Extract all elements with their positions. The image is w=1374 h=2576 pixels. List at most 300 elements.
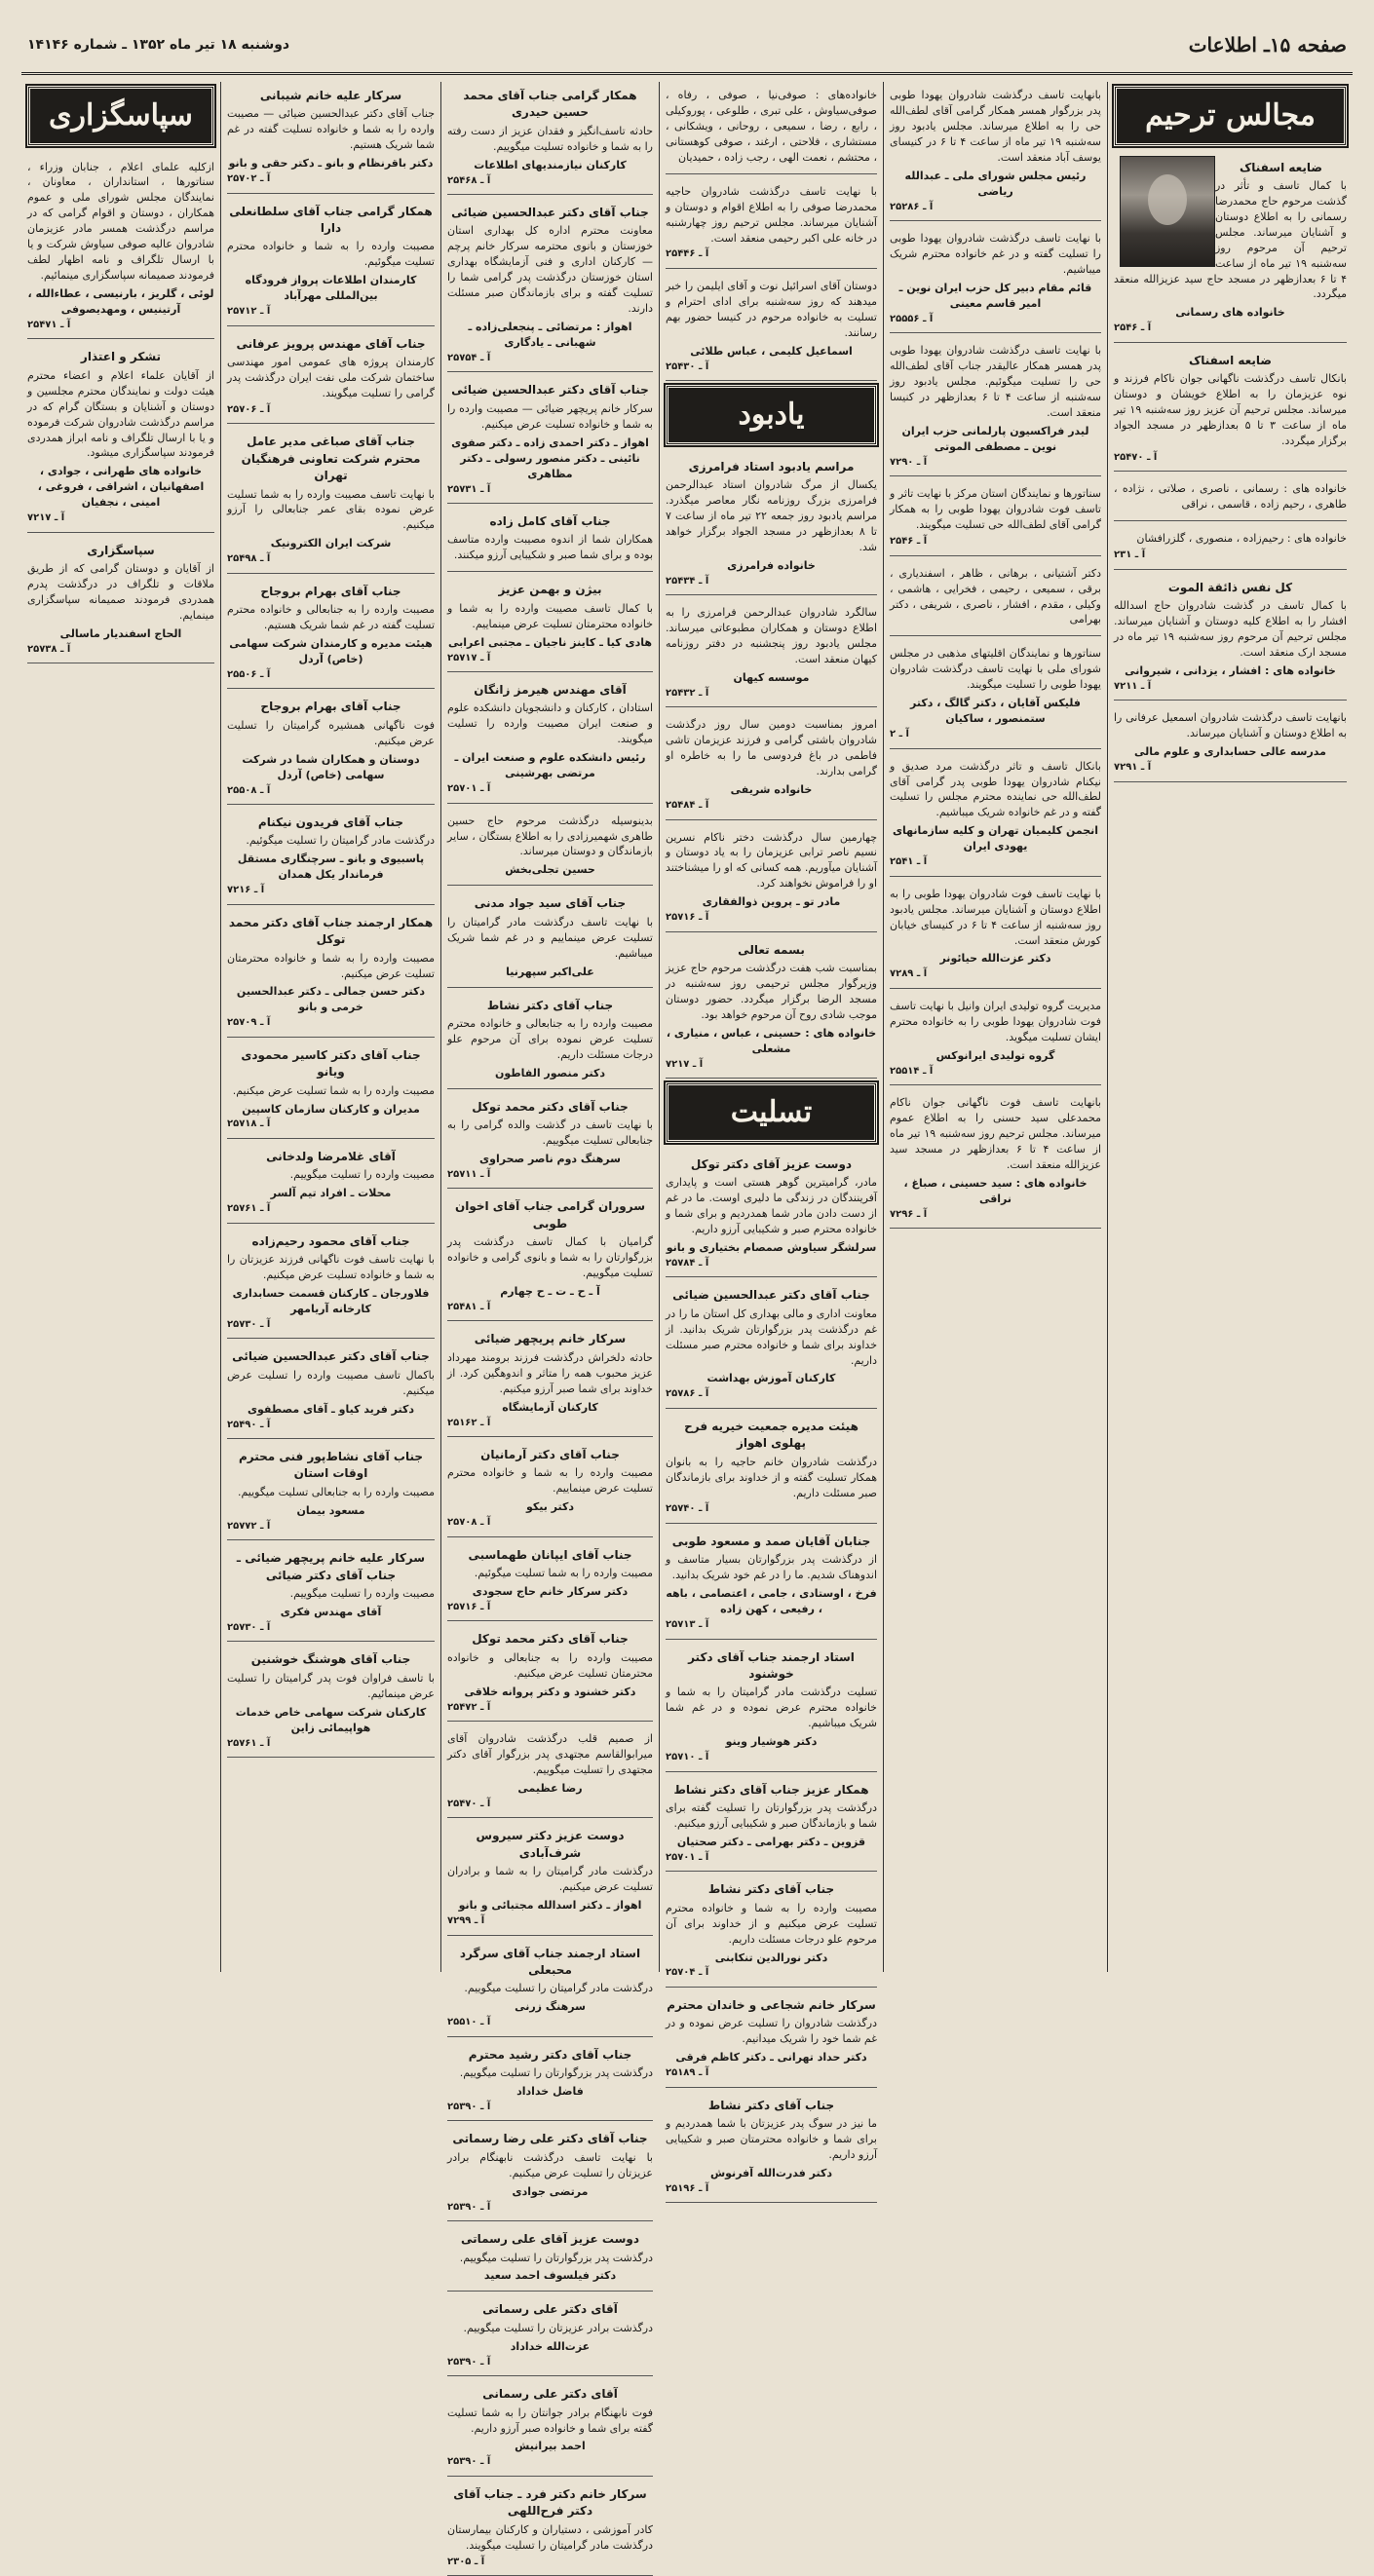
notice-body: بانهایت تاسف فوت ناگهانی جوان ناکام محمدعلی سید حسنی را به اطلاع عموم میرساند. مجلس ترحیم روز سه‌شنبه ۱۹ تیر ماه از ساعت ۴ تا ۶ بعدازظهر در مسجد سید عزیزالله منعقد است.: [890, 1096, 1102, 1171]
column-6-notices: [27, 154, 214, 664]
notice-signature: فرخ ، اوستادی ، جامی ، اعتصامی ، باهه ، رفیعی ، کهن زاده: [666, 1587, 877, 1616]
notice: [666, 1413, 877, 1524]
notice: [447, 576, 653, 672]
notice-signature: عزت‌الله خداداد: [510, 2339, 591, 2353]
notice-title: تشکر و اعتذار: [80, 350, 162, 364]
notice-signature: خانواده های رسمانی: [1175, 306, 1285, 320]
notice: [447, 2225, 653, 2292]
notice-title: کل نفس ذائقة الموت: [1167, 580, 1293, 594]
notice-body: با نهایت تاسف درگذشت مادر گرامیتان را تسلیت عرض مینماییم و در غم شما شریک میباشیم.: [447, 915, 653, 960]
notice: [666, 2092, 877, 2204]
notice-code: آ ـ ۲۵۷۷۲: [227, 1520, 271, 1532]
notice-code: آ ـ ۲۵۱۹۶: [666, 2182, 709, 2194]
notice-title: سرکار علیه خانم پریچهر ضیائی ـ جناب آقای دکتر ضیائی: [236, 1551, 426, 1582]
notice-signature: رضا عظیمی: [517, 1782, 583, 1795]
notice-code: آ ـ ۲۵۴۱: [890, 856, 928, 868]
notice: [1114, 347, 1347, 473]
notice-signature: علی‌اکبر سپهرنیا: [506, 965, 594, 978]
notice-code: آ ـ ۲۵۵۰۸: [227, 784, 271, 796]
notice-signature: فاضل خداداد: [516, 2085, 584, 2099]
column-1: [1107, 82, 1353, 1972]
notice: [447, 1541, 653, 1622]
notice-title: جناب آقای دکتر آرمانیان: [480, 1448, 620, 1462]
notice: [227, 1228, 435, 1340]
notice-signature: دکتر نورالدین تنکابنی: [714, 1951, 828, 1964]
notice-body: استادان ، کارکنان و دانشجویان دانشکده علوم و صنعت ایران مصیبت وارده را تسلیت میگویند.: [447, 701, 653, 746]
notice-signature: دکتر حسن جمالی ـ دکتر عبدالحسین خرمی و بانو: [236, 985, 426, 1014]
notice-title: جناب آقای ایپانان طهماسبی: [468, 1547, 632, 1562]
notice-code: آ ـ ۲۵۷۰۲: [227, 173, 271, 185]
notice: [890, 82, 1101, 221]
notice-code: آ ـ ۲۵۷۳۰: [227, 1621, 271, 1633]
notice-title: جناب آقای دکتر عبدالحسین ضیائی: [672, 1288, 870, 1303]
notice: [447, 890, 653, 987]
notice-body: بانهایت تاسف درگذشت شادروان یهودا طوبی پدر بزرگوار همسر همکار گرامی آقای لطف‌الله حی را به اطلاع میرساند. مجلس یادبود روز سه‌شنبه ۱۹ تیر ماه از ساعت ۴ تا ۶ در کنیسای یوسف آباد منعقد است.: [890, 89, 1102, 164]
notice-body: مصیبت وارده را به شما و خانواده محترم تسلیت عرض میکنیم و از خداوند برای آن مرحوم علو درجات مسئلت داریم.: [666, 1901, 877, 1946]
notice-code: آ ـ ۲۵۴۶: [1114, 322, 1152, 334]
notice-signature: مرتضی جوادی: [512, 2184, 589, 2198]
notice-body: با نهایت تاسف مصیبت وارده را به شما تسلیت عرض نموده بقای عمر جنابعالی را آرزو میکنیم.: [227, 487, 435, 532]
notice-code: آ ـ ۲۵۴۷۱: [27, 319, 71, 330]
notice-signature: دوستان و همکاران شما در شرکت سهامی (خاص) آردل: [242, 752, 420, 781]
notice-title: جناب آقای بهرام بروجاح: [260, 584, 401, 598]
notice-signature: احمد بیرانیش: [515, 2440, 586, 2453]
notice-title: جناب آقای محمود رحیم‌زاده: [251, 1233, 410, 1248]
notice: [890, 480, 1101, 555]
notice: [227, 1042, 435, 1139]
notice: [227, 578, 435, 690]
notice-signature: کارکنان آزمایشگاه: [502, 1400, 598, 1414]
notice-signature: سرهنگ دوم ناصر صحراوی: [479, 1152, 621, 1165]
notice-signature: قزوین ـ دکتر بهرامی ـ دکتر صحتیان: [676, 1835, 866, 1848]
notice: [890, 337, 1101, 476]
notice-title: هیئت مدیره جمعیت خیریه فرح پهلوی اهواز: [684, 1419, 859, 1451]
notice-body: دکتر آشتیانی ، برهانی ، ظاهر ، اسفندیاری ، برقی ، سمیعی ، رحیمی ، فخرایی ، هاشمی ، وکیلی ، مقدم ، افشار ، ناصری ، شریفی ، دکتر بهرامی: [890, 566, 1101, 626]
notice: [447, 1193, 653, 1321]
notice-body: خانواده های : رحیم‌زاده ، منصوری ، گلزرافشان: [1136, 532, 1347, 546]
notice-signature: مسعود بیمان: [296, 1503, 365, 1517]
notice: [666, 1528, 877, 1640]
notice-title: جناب آقای دکتر عبدالحسین ضیائی: [451, 206, 649, 220]
notice-signature: مدرسه عالی حسابداری و علوم مالی: [1134, 745, 1326, 759]
notice-title: سرکار خانم شجاعی و خاندان محترم: [667, 1997, 876, 2012]
notice-code: آ ـ ۲۳۰۵: [447, 2556, 485, 2567]
notice-code: آ ـ ۲۵۷۰۱: [666, 1851, 709, 1863]
notice-body: مصیبت وارده را به شما و خانواده محترمتان تسلیت عرض میکنیم.: [227, 951, 435, 980]
notice: [447, 2125, 653, 2221]
notice-code: آ ـ ۲۵۵۱۴: [890, 1065, 934, 1077]
notice-code: آ ـ ۲۵۷۱۶: [447, 1601, 491, 1612]
notice-body: حادثه دلخراش درگذشت فرزند برومند مهرداد عزیز محبوب همه را متاثر و اندوهگین کرد. از خداوند برای شما صبر آرزو میکنیم.: [447, 1350, 653, 1395]
notice-body: از درگذشت پدر بزرگوارتان بسیار متاسف و اندوهناک شدیم. ما را در غم خود شریک بدانید.: [666, 1553, 877, 1582]
notice-body: بمناسبت شب هفت درگذشت مرحوم حاج عزیز وزیرگوار مجلس ترحیمی روز سه‌شنبه در مسجد الرضا برگزار میگردد. حضور دوستان موجب شادی روح آن مرحوم خواهد بود.: [666, 962, 877, 1021]
notice: [666, 1875, 877, 1988]
notice: [447, 1441, 653, 1537]
notice: [890, 560, 1101, 637]
notice-title: ضایعه اسفناک: [1188, 353, 1273, 367]
notice-signature: دکتر باقرنظام و بانو ـ دکتر حقی و بانو: [228, 157, 434, 170]
column-2: [883, 82, 1107, 1972]
notice: [666, 178, 877, 269]
banner-tasliyat: تسلیت: [666, 1082, 877, 1143]
notice-title: استاد ارجمند جناب آقای سرگرد محبعلی: [459, 1946, 641, 1977]
notice-body: درگذشت مادر گرامیتان را تسلیت میگوئیم.: [246, 834, 435, 848]
notice-code: آ ـ ۲۵۳۹۰: [447, 2356, 491, 2368]
notice-body: حادثه تاسف‌انگیز و فقدان عزیز از دست رفته را به شما و خانواده تسلیت میگوییم.: [447, 124, 653, 153]
notice-title: دوست عزیز آقای دکتر توکل: [690, 1156, 853, 1171]
notice-body: مصیبت وارده را تسلیت میگوییم.: [289, 1587, 435, 1601]
notice-code: آ ـ ۷۲۱۷: [666, 1058, 704, 1070]
notice-body: درگذشت برادر عزیزتان را تسلیت میگوییم.: [463, 2321, 653, 2334]
notice: [227, 909, 435, 1038]
notice: [666, 1644, 877, 1772]
notice: [447, 2295, 653, 2376]
notice-body: دوستان آقای اسرائیل نوت و آقای ایلیمن را خبر میدهند که روز سه‌شنبه برای ادای احترام و تسلیت به خانواده مرحوم در کنیسا حضور بهم رسانند.: [666, 279, 877, 339]
notice-body: مصیبت وارده را به شما و خانواده محترم تسلیت میگوئیم.: [227, 240, 435, 269]
notice-title: جناب آقای کامل زاده: [489, 514, 611, 529]
notice-signature: اهواز ـ دکتر احمدی زاده ـ دکتر صفوی نائینی ـ دکتر منصور رسولی ـ دکتر مظاهری: [451, 436, 649, 480]
notice-code: آ ـ ۲۵۷۶۱: [227, 1737, 271, 1749]
notice: [447, 1093, 653, 1190]
notice-code: آ ـ ۲۵۴۶: [890, 536, 928, 548]
notice: [1114, 704, 1347, 781]
notice: [447, 1625, 653, 1722]
notice: [447, 2481, 653, 2576]
notice-signature: کارکنان آموزش بهداشت: [706, 1372, 836, 1385]
notice-body: فوت ناگهانی همشیره گرامیتان را تسلیت عرض میکنیم.: [227, 718, 435, 747]
notice-body: ازکلیه علمای اعلام ، جنابان وزراء ، سناتورها ، استانداران ، معاونان ، نمایندگان مجلس شورای ملی و عموم همکاران ، دوستان و اقوام گرامی که در مراسم درگذشت همسر مادر عزیزمان شادروان عالیه صوفی سیاوش شرکت و یا با ارسال تلگراف و نامه اظهار لطف فرمودند صمیمانه سپاسگزاری مینمائیم.: [27, 160, 214, 283]
notice-code: آ ـ ۲۵۷۳۰: [227, 1318, 271, 1330]
notice-body: سناتورها و نمایندگان اقلیتهای مذهبی در مجلس شورای ملی با نهایت تاسف درگذشت شادروان یهودا طوبی را تسلیت میگویند.: [890, 647, 1101, 692]
notice-code: آ ـ ۲۵۴۴۶: [666, 248, 709, 260]
notice-code: آ ـ ۷۲۹۶: [890, 1208, 928, 1220]
notice-signature: لوئی ، گلریز ، بارنیسی ، عطاءالله ، آرتینیس ، ومهدیصوفی: [27, 287, 214, 316]
notice-body: مصیبت وارده را به شما تسلیت عرض میکنیم.: [232, 1083, 435, 1097]
notice-body: با نهایت تاسف فوت شادروان یهودا طوبی را به اطلاع دوستان و آشنایان میرساند. مجلس یادبود روز سه‌شنبه از ساعت ۴ تا ۶ در کنیسای خیابان کورش منعقد است.: [890, 887, 1102, 947]
notice-code: آ ـ ۲۵۴۶۸: [447, 174, 491, 186]
notice-title: جناب آقای دکتر نشاط: [486, 998, 614, 1012]
notice-code: آ ـ ۲۵۴۷۰: [1114, 451, 1158, 463]
notice-body: گرامیان با کمال تاسف درگذشت پدر بزرگوارتان را به شما و بانوی گرامی و خانواده تسلیت میگوییم.: [447, 1235, 653, 1279]
notice-body: با کمال تاسف مصیبت وارده را به شما و خانواده محترمتان تسلیت عرض مینماییم.: [447, 601, 653, 630]
notice-signature: هادی کیا ـ کاینز ناجیان ـ مجتبی اعرابی: [447, 635, 653, 649]
notice: [666, 453, 877, 596]
notice-code: آ ـ ۷۲۹۰: [890, 456, 928, 468]
notice-code: آ ـ ۲۵۷۰۸: [447, 1517, 491, 1529]
notice-code: آ ـ ۲۵۳۹۰: [447, 2201, 491, 2213]
notice: [447, 808, 653, 887]
notice-title: سرکار خانم دکتر فرد ـ جناب آقای دکتر فرح‌اللهی: [453, 2486, 647, 2519]
notice: [227, 1544, 435, 1642]
notice-code: آ ـ ۲۳۱: [1114, 549, 1146, 561]
notice-body: کادر آموزشی ، دستیاران و کارکنان بیمارستان درگذشت مادر گرامیتان را تسلیت میگویند.: [447, 2522, 653, 2552]
column-6: [21, 82, 220, 1972]
notice-signature: دکتر سرکار خانم حاج سجودی: [472, 1585, 629, 1599]
notice-code: آ ـ ۲۵۴۷۲: [447, 1701, 491, 1713]
column-3-notices-bottom: [666, 1151, 877, 2204]
notice: [890, 640, 1101, 748]
column-5-notices: [227, 82, 435, 1758]
notice-body: مصیبت وارده را به شما و خانواده محترم تسلیت عرض مینماییم.: [447, 1466, 653, 1496]
page-label: صفحه ۱۵ـ اطلاعات: [1188, 33, 1347, 57]
notice-body: با نهایت تاسف فوت ناگهانی فرزند عزیزتان را به شما و خانواده تسلیت عرض میکنیم.: [227, 1253, 435, 1282]
notice-code: آ ـ ۲۵۱۶۲: [447, 1417, 491, 1428]
notice-body: سناتورها و نمایندگان استان مرکز با نهایت تاثر و تاسف فوت شادروان یهودا طوبی را به همکار گرامی آقای لطف‌الله حی تسلیت میگویند.: [890, 487, 1101, 532]
notice-code: آ ـ ۲۵۲۸۶: [890, 201, 934, 212]
notice: [666, 824, 877, 932]
notice-body: همکاران شما از اندوه مصیبت وارده متاسف بوده و برای شما صبر و شکیبایی آرزو میکنند.: [447, 533, 653, 562]
notice-code: آ ـ ۷۲۱۱: [1114, 680, 1152, 692]
notice-signature: دکتر خشنود و دکتر پروانه خلاقی: [464, 1685, 636, 1698]
notice-body: مصیبت وارده را به جنابعالی تسلیت میگوییم.: [237, 1485, 435, 1498]
notice-code: آ ـ ۲۵۷۳۸: [27, 643, 71, 655]
notice-signature: محلات ـ افراد تیم آلسر: [270, 1187, 392, 1200]
notice-body: با نهایت تاسف درگذشت شادروان یهودا طوبی را تسلیت گفته و در غم خانواده محترم شریک میباشیم.: [890, 232, 1101, 276]
column-3-notices-mid: [666, 453, 877, 1080]
notice-title: سرکار علیه خانم شیبانی: [259, 89, 402, 102]
banner-tarhim: مجالس ترحیم: [1114, 86, 1347, 146]
notice-signature: فلاورجان ـ کارکنان قسمت حسابداری کارخانه آریامهر: [232, 1287, 430, 1315]
notice: [890, 1089, 1101, 1229]
notice: [227, 1143, 435, 1224]
notice-title: جناب آقای مهندس پرویز عرفانی: [236, 336, 426, 351]
notice-body: با کمال تاسف و تأثر در گذشت مرحوم حاج محمدرضا رسمانی را به اطلاع دوستان و آشنایان میرساند. مجلس ترحیم آن مرحوم روز سه‌شنبه ۱۹ تیر ماه از ساعت ۴ تا ۶ بعدازظهر در مسجد حاج سید عزیزالله منعقد میگردد.: [1114, 178, 1348, 301]
notice-code: آ ـ ۷۲۹۱: [1114, 762, 1152, 774]
notice-body: درگذشت مادر گرامیتان را تسلیت میگوییم.: [464, 1982, 653, 1995]
notice-title: جناب آقای هوشنگ خوشنین: [250, 1652, 411, 1667]
notice-body: سرکار خانم پریچهر ضیائی — مصیبت وارده را به شما و خانواده تسلیت عرض میکنیم.: [447, 401, 653, 431]
notice-title: دوست عزیز دکتر سیروس شرف‌آبادی: [476, 1829, 625, 1860]
notice-body: تسلیت درگذشت مادر گرامیتان را به شما و خانواده محترم عرض نموده و در غم شما شریک میباشیم.: [666, 1686, 877, 1730]
notice-body: با نهایت تاسف درگذشت شادروان حاجیه محمدرضا صوفی را به اطلاع اقوام و دوستان و آشنایان میرساند. مجلس ترحیم روز چهارشنبه در خانه علی اکبر رحیمی منعقد است.: [666, 184, 877, 245]
notice: [666, 711, 877, 819]
notice-body: مصیبت وارده را تسلیت میگوییم.: [289, 1168, 435, 1182]
notice-signature: کارمندان اطلاعات پرواز فرودگاه بین‌المللی مهرآباد: [245, 274, 417, 303]
notice-code: آ ـ ۲۵۳۹۰: [447, 2456, 491, 2468]
newspaper-page: [21, 18, 1353, 2567]
notice-title: جناب آقای دکتر علی رضا رسماتی: [452, 2132, 648, 2146]
notice: [1114, 525, 1347, 569]
notice-body: معاونت اداری و مالی بهداری کل استان ما را در غم درگذشت پدر بزرگوارتان شریک بدانید. از خداوند برای شما و خانواده محترم صبر مسئلت داریم.: [666, 1307, 877, 1367]
notice-signature: خانواده های : حسینی ، عباس ، منیاری ، مشعلی: [666, 1026, 877, 1055]
notice-code: آ ـ ۲۵۷۶۱: [227, 1203, 271, 1215]
column-4: [440, 82, 659, 2567]
notice-code: آ ـ ۲۵۷۱۱: [447, 1168, 491, 1180]
notice-code: آ ـ ۲۵۷۸۴: [666, 1257, 709, 1269]
notice-signature: قائم مقام دبیر کل حزب ایران نوین ـ امیر قاسم معینی: [898, 281, 1092, 310]
portrait-photo: [1120, 156, 1215, 267]
notice: [666, 1281, 877, 1409]
notice-code: آ ـ ۲: [890, 729, 909, 740]
notice: [1114, 475, 1347, 521]
notice-code: آ ـ ۷۲۹۹: [447, 1915, 485, 1927]
notice: [666, 1991, 877, 2088]
notice-body: درگذشت پدر بزرگوارتان را تسلیت میگوییم.: [459, 2066, 653, 2080]
notice-code: آ ـ ۲۵۷۱۲: [227, 306, 271, 318]
notice-title: جناب آقای دکتر محمد توکل: [472, 1632, 629, 1647]
notice-body: سالگرد شادروان عبدالرحمن فرامرزی را به اطلاع دوستان و همکاران مطبوعاتی میرساند. مجلس یادبود روز پنجشنبه در دفتر روزنامه کیهان منعقد است.: [666, 606, 877, 665]
notice-signature: حسین تجلی‌بخش: [505, 863, 595, 877]
notice-body: معاونت محترم اداره کل بهداری استان خوزستان و بانوی محترمه سرکار خانم پرچم — کارکنان اداری و فنی آزمایشگاه بهداری استان خوزستان درگذشت پدر گرامی شما را تسلیت گفته و برای بازماندگان صبر مسئلت دارند.: [447, 224, 653, 316]
notice-signature: خانواده های : افشار ، یزدانی ، شیروانی: [1125, 663, 1336, 677]
notice-title: همکار گرامی جناب آقای سلطانعلی دارا: [229, 204, 433, 236]
notice: [27, 343, 214, 532]
notice-title: جناب آقای دکتر عبدالحسین ضیائی: [232, 1349, 430, 1364]
notice-signature: خانواده فرامرزی: [727, 558, 816, 572]
notice-code: آ ـ ۲۵۷۰۹: [227, 1017, 271, 1029]
notice-title: بسمه تعالی: [738, 942, 805, 957]
notice: [447, 992, 653, 1089]
notice-signature: مادر تو ـ پروین ذوالفقاری: [702, 895, 841, 909]
notice: [227, 809, 435, 905]
notice: [447, 82, 653, 195]
notice-signature: گروه تولیدی ایرانوکس: [935, 1048, 1055, 1062]
notice-signature: رئیس دانشکده علوم و صنعت ایران ـ مرتضی بهرشینی: [454, 751, 646, 780]
notice-code: آ ـ ۲۵۴۹۸: [227, 553, 271, 565]
notice: [666, 82, 877, 174]
notice-signature: دکتر بیکو: [525, 1500, 575, 1514]
notice-body: از آقایان علماء اعلام و اعضاء محترم هیئت دولت و نمایندگان محترم مجلسین و دوستان و آشنایان و بستگان گرام که در مراسم درگذشت شادروان شرکت فرموده و یا با ارسال تلگراف و نامه ابراز همدردی فرمودند سپاسگزاری میشود.: [27, 368, 214, 460]
notice-code: آ ـ ۲۵۴۸۴: [666, 800, 709, 812]
notice-body: با نهایت تاسف درگذشت نابهنگام برادر عزیزتان را تسلیت عرض میکنیم.: [447, 2150, 653, 2179]
notice-code: آ ـ ۲۵۴۳۴: [666, 575, 709, 587]
notice-title: دوست عزیز آقای علی رسماتی: [460, 2232, 640, 2247]
notice-body: ما نیز در سوگ پدر عزیزتان با شما همدردیم و برای شما و خانواده محترمتان صبر و شکیبایی آرزو داریم.: [666, 2117, 877, 2161]
notice-signature: سرلشگر سیاوش صمصام بختیاری و بانو: [666, 1240, 877, 1254]
notice: [227, 1343, 435, 1439]
notice: [1114, 574, 1347, 701]
column-5: [220, 82, 440, 1972]
notice-title: جناب آقای صباغی مدیر عامل محترم شرکت تعاونی فرهنگیان تهران: [241, 435, 421, 483]
notice-signature: فلیکس آقایان ، دکتر گالگ ، دکتر ستمنصور ، ساکیان: [910, 697, 1081, 726]
notice-body: مصیبت وارده را به شما تسلیت میگوئیم.: [474, 1567, 653, 1580]
notice-title: همکار ارجمند جناب آقای دکتر محمد توکل: [228, 915, 434, 947]
column-4-notices: [447, 82, 653, 2576]
notice-signature: دکتر حداد تهرانی ـ دکتر کاظم فرقی: [675, 2051, 867, 2065]
notice-signature: موسسه کیهان: [733, 670, 810, 684]
notice: [890, 225, 1101, 333]
notice-title: جنابان آقایان صمد و مسعود طوبی: [671, 1534, 871, 1548]
notice-code: آ ـ ۲۵۳۹۰: [447, 2101, 491, 2112]
notice-title: استاد ارجمند جناب آقای دکتر خوشنود: [688, 1649, 855, 1681]
notice-signature: کارکنان شرکت سهامی خاص خدمات هواپیمائی زاین: [235, 1705, 427, 1734]
notice-title: آقای دکتر علی رسماتی: [482, 2302, 618, 2317]
notice-code: آ ـ ۲۵۷۰۱: [447, 783, 491, 795]
notice-title: جناب آقای دکتر رشید محترم: [468, 2047, 632, 2062]
notice: [447, 1725, 653, 1818]
notice-title: جناب آقای سید جواد مدنی: [474, 896, 627, 911]
notice-code: آ ـ ۲۵۴۳۲: [666, 687, 709, 699]
notice: [27, 537, 214, 664]
notice-body: باکمال تاسف مصیبت وارده را تسلیت عرض میکنیم.: [227, 1368, 435, 1397]
notice-title: جناب آقای دکتر کاسیر محمودی ویانو: [241, 1047, 421, 1080]
notice: [227, 693, 435, 805]
notice-body: درگذشت پدر بزرگوارتان را تسلیت گفته برای شما و بازماندگان صبر و شکیبایی آرزو میکنیم.: [666, 1801, 877, 1830]
notice-body: مصیبت وارده را به جنابعالی و خانواده محترم تسلیت گفته در غم شما شریک هستیم.: [227, 603, 435, 632]
notice-code: آ ـ ۲۵۷۰۴: [666, 1967, 709, 1979]
notice-code: آ ـ ۲۵۷۱۳: [666, 1619, 709, 1631]
notice: [447, 199, 653, 372]
notice-body: جناب آقای دکتر عبدالحسین ضیائی — مصیبت وارده را به شما و خانواده تسلیت گفته در غم شما شریک هستیم.: [227, 107, 435, 152]
notice-body: مصیبت وارده را به جنابعالی و خانواده محترم تسلیت عرض نموده برای آن مرحوم علو درجات مسئلت داریم.: [447, 1016, 653, 1061]
notice-body: درگذشت پدر بزرگوارتان را تسلیت میگوییم.: [459, 2251, 653, 2264]
notice-signature: انجمن کلیمیان تهران و کلیه سازمانهای یهودی ایران: [892, 824, 1099, 853]
notice-body: درگذشت شادروان خانم حاجیه را به بانوان همکار تسلیت گفته و از خداوند برای بازماندگان صبر مسئلت داریم.: [666, 1455, 877, 1499]
notice-code: آ ـ ۲۵۴۸۱: [447, 1301, 491, 1312]
notice-title: سروران گرامی جناب آقای اخوان طوبی: [454, 1199, 646, 1231]
notice-body: کارمندان پروژه های عمومی امور مهندسی ساختمان شرکت ملی نفت ایران درگذشت پدر گرامی را تسلیت میگویند.: [227, 356, 435, 399]
notice-body: بانکال تاسف و تاثر درگذشت مرد صدیق و نیکنام شادروان یهودا طوبی پدر گرامی آقای لطف‌الله حی نماینده محترم مجلس را تسلیت گفته و در غم خانواده شریک میباشیم.: [890, 759, 1101, 819]
notice-body: خانواده‌های : صوفی‌نیا ، صوفی ، رفاه ، صوفی‌سیاوش ، علی تبری ، طلوعی ، پوروکیلی ، رابع ، رضا ، سمیعی ، روحانی ، ویشکانی ، مستشاری ، فلاحتی ، ارغند ، صوفی کوهستانی ، محتشم ، نعمت الهی ، رجب زاده ، حمیدیان: [666, 89, 877, 164]
notice: [447, 376, 653, 504]
notice: [227, 330, 435, 425]
notice-signature: اهواز : مرتضائی ـ پنجعلی‌زاده ـ شهبانی ـ یادگاری: [468, 321, 632, 350]
notice-signature: دکتر هوشیار وینو: [725, 1735, 818, 1749]
notice-code: آ ـ ۲۵۵۰۶: [227, 668, 271, 680]
notice-code: آ ـ ۲۵۷۱۸: [227, 1118, 271, 1130]
notice-signature: لیدر فراکسیون پارلمانی حزب ایران نوین ـ مصطفی الموتی: [901, 424, 1089, 453]
notice-title: ضایعه اسفناک: [1239, 160, 1323, 174]
notice-signature: رئیس مجلس شورای ملی ـ عبدالله ریاضی: [904, 169, 1087, 198]
notice-code: آ ـ ۲۵۴۹۰: [227, 1419, 271, 1430]
notice-body: با نهایت تاسف درگذشت شادروان یهودا طوبی پدر همسر همکار عالیقدر جناب آقای لطف‌الله حی را تسلیت میگوئیم. مجلس یادبود روز سه‌شنبه از ساعت ۴ تا ۶ بعدازظهر در کنیسا منعقد است.: [890, 344, 1101, 419]
notice: [666, 1151, 877, 1278]
notice-body: فوت نابهنگام برادر جوانتان را به شما تسلیت گفته برای شما و خانواده صبر آرزو داریم.: [447, 2406, 653, 2435]
notice-title: آقای مهندس هیرمز زانگان: [474, 683, 627, 698]
notice-body: بانکال تاسف درگذشت ناگهانی جوان ناکام فرزند و نوه عزیزمان را به اطلاع خویشان و دوستان میرساند. مجلس ترحیم آن عزیز روز سه‌شنبه ۱۹ تیر ماه از ساعت ۳ تا ۵ بعدازظهر در مسجد الجواد برگزار میگردد.: [1114, 372, 1348, 447]
notice-signature: دکتر فیلسوف احمد سعید: [483, 2269, 617, 2283]
notice-code: آ ـ ۲۵۷۱۶: [666, 912, 709, 924]
notice: [890, 881, 1101, 989]
notice-code: آ ـ ۲۵۷۰۶: [227, 403, 271, 415]
notice: [447, 1822, 653, 1935]
notice: [447, 2041, 653, 2122]
notice-signature: الحاج اسفندیار ماسالی: [59, 626, 182, 640]
notice-title: جناب آقای دکتر محمد توکل: [472, 1099, 629, 1114]
notice-title: سرکار خانم پریچهر ضیائی: [474, 1332, 627, 1346]
notice: [447, 676, 653, 804]
notice: [666, 599, 877, 707]
notice: [890, 753, 1101, 877]
notice-code: آ ـ ۲۵۷۳۱: [447, 483, 491, 495]
notice: [227, 198, 435, 326]
notice-signature: هیئت مدیره و کارمندان شرکت سهامی (خاص) آردل: [229, 637, 433, 665]
date-line: دوشنبه ۱۸ تیر ماه ۱۳۵۲ ـ شماره ۱۴۱۴۶: [27, 37, 290, 53]
notice: [666, 1776, 877, 1873]
notice-code: آ ـ ۲۵۷۱۰: [666, 1752, 709, 1763]
masthead: [21, 18, 1353, 75]
notice-body: درگذشت شادروان را تسلیت عرض نموده و در غم شما خود را شریک میدانیم.: [666, 2017, 877, 2046]
notice-title: بیژن و بهمن عزیز: [498, 583, 602, 597]
notice-signature: سرهنگ زرنی: [515, 2000, 586, 2014]
column-3: [659, 82, 883, 2194]
notice-signature: دکتر منصور الفاطون: [495, 1066, 605, 1080]
notice-body: چهارمین سال درگذشت دختر ناکام نسرین نسیم ناصر ترابی عزیزمان را به یاد دوستان و آشنایان میآوریم. همه کسانی که او را میشناختند او را فراموش نخواهند کرد.: [666, 830, 877, 890]
notice-code: آ ـ ۲۵۱۸۹: [666, 2067, 709, 2079]
notice-signature: خانواده های : سید حسینی ، صباغ ، نراقی: [903, 1176, 1088, 1205]
column-2-notices: [890, 82, 1101, 1229]
notice: [447, 1940, 653, 2037]
banner-yadbud: یادبود: [666, 385, 877, 445]
notice-signature: مدیران و کارکنان سازمان کاسپین: [242, 1102, 420, 1116]
notice-code: آ ـ ۲۵۷۵۴: [447, 352, 491, 363]
notice-signature: خانواده شریفی: [730, 783, 813, 797]
notice-title: جناب آقای دکتر نشاط: [707, 2098, 835, 2112]
notice-code: آ ـ ۲۵۵۵۶: [890, 313, 934, 324]
notice: [27, 154, 214, 340]
notice-title: جناب آقای دکتر نشاط: [707, 1882, 835, 1897]
notice-title: همکار گرامی جناب آقای محمد حسین حیدری: [463, 89, 637, 120]
